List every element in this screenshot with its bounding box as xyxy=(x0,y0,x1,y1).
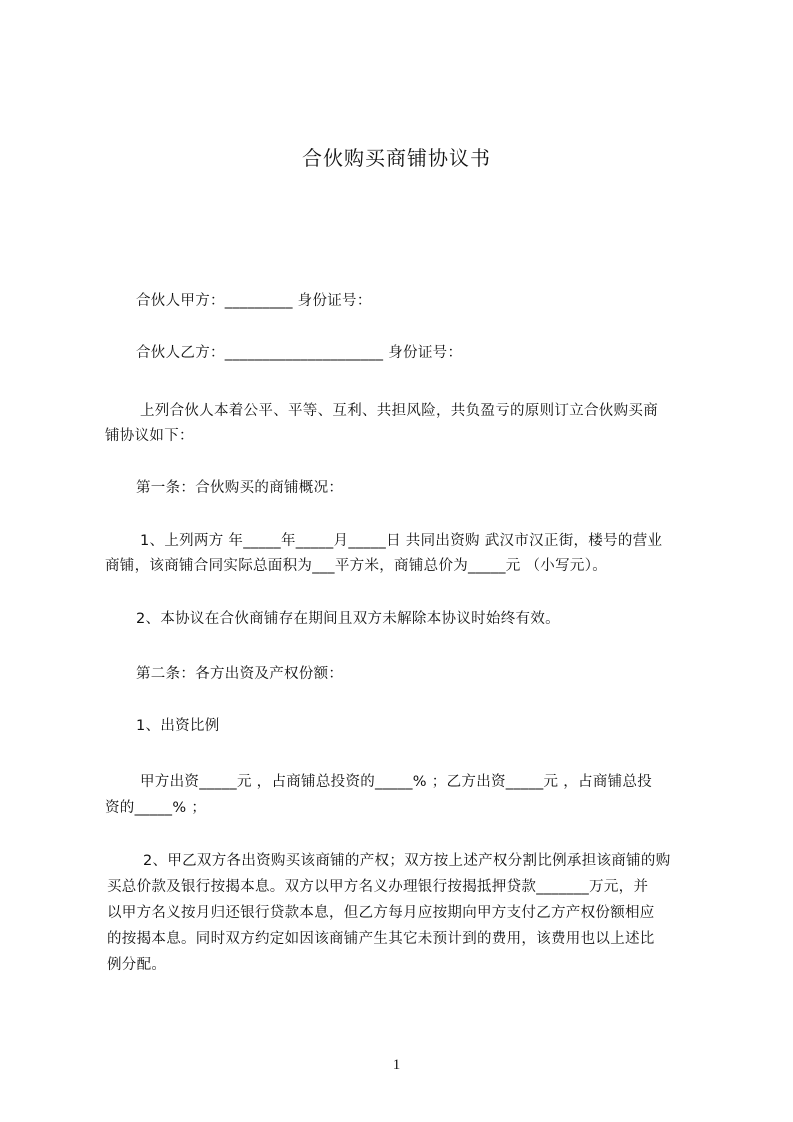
article-1-clause-1-line-2: 商铺，该商铺合同实际总面积为___平方米，商铺总价为_____元 （小写元）。 xyxy=(105,558,608,574)
article-2-clause-1-heading: 1、出资比例 xyxy=(136,718,220,734)
article-1-clause-2: 2、本协议在合伙商铺存在期间且双方未解除本协议时始终有效。 xyxy=(136,611,560,627)
article-1-heading: 第一条：合伙购买的商铺概况： xyxy=(136,480,344,496)
preamble-line-1: 上列合伙人本着公平、平等、互利、共担风险，共负盈亏的原则订立合伙购买商 xyxy=(140,403,658,419)
contribution-line-1: 甲方出资_____元 ，占商铺总投资的_____% ；乙方出资_____元 ，占商铺总投 xyxy=(140,774,653,790)
partner-b-line: 合伙人乙方：_____________________ 身份证号： xyxy=(136,345,463,361)
article-2-clause-2-line-5: 例分配。 xyxy=(107,957,167,973)
article-2-clause-2-line-1: 2、甲乙双方各出资购买该商铺的产权；双方按上述产权分割比例承担该商铺的购 xyxy=(143,853,671,869)
partner-a-line: 合伙人甲方：_________ 身份证号： xyxy=(136,293,372,309)
article-2-clause-2-line-3: 以甲方名义按月归还银行贷款本息，但乙方每月应按期向甲方支付乙方产权份额相应 xyxy=(107,905,655,921)
article-2-clause-2-line-2: 买总价款及银行按揭本息。双方以甲方名义办理银行按揭抵押贷款_______万元，并 xyxy=(107,879,649,895)
document-title: 合伙购买商铺协议书 xyxy=(302,146,491,170)
preamble-line-2: 铺协议如下： xyxy=(105,428,194,444)
page-number: 1 xyxy=(392,1057,401,1073)
article-1-clause-1-line-1: 1、上列两方 年_____年_____月_____日 共同出资购 武汉市汉正街，楼号的营业 xyxy=(140,533,663,549)
contribution-line-2: 资的_____% ； xyxy=(105,800,207,816)
article-2-heading: 第二条：各方出资及产权份额： xyxy=(136,666,344,682)
article-2-clause-2-line-4: 的按揭本息。同时双方约定如因该商铺产生其它未预计到的费用，该费用也以上述比 xyxy=(107,931,655,947)
